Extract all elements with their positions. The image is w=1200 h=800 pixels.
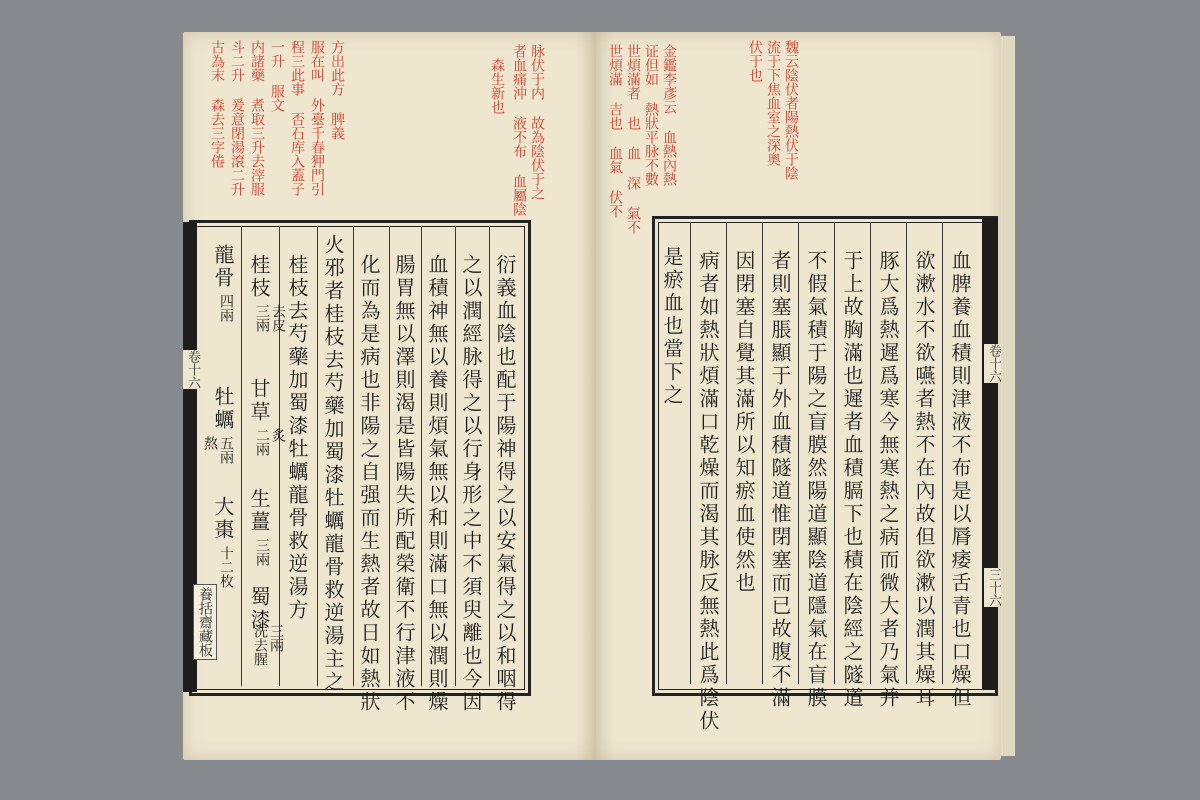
right-page <box>596 32 1001 760</box>
herb-name: 生薑 <box>247 488 271 534</box>
herb-name: 大棗 <box>211 496 235 542</box>
fold-label: 卷十六 <box>986 344 1001 383</box>
text-column: 欲漱水不欲嚥者熱不在內故但欲漱以潤其燥耳 <box>912 250 936 710</box>
text-column: 血脾養血積則津液不布是以脣痿舌青也口燥但 <box>948 250 972 710</box>
text-column: 不假氣積于陽之盲膜然陽道顯陰道隱氣在盲膜 <box>804 250 828 710</box>
page-number: 三十六 <box>986 568 1001 607</box>
herb-note: 炙 <box>270 428 286 442</box>
text-column: 是瘀血也當下之 <box>660 246 684 407</box>
herb-amount: 五兩 <box>218 436 234 464</box>
red-annotation: 内諸藥 煮取三升去滓服 <box>249 40 265 196</box>
red-annotation: 脉伏于内 故為陰伏于之 <box>529 44 545 200</box>
red-annotation: 古為末 森去三字倦 <box>209 40 225 168</box>
text-column: 豚大爲熱遲爲寒今無寒熱之病而微大者乃氣并 <box>876 250 900 710</box>
herb-amount: 十二枚 <box>218 546 234 588</box>
red-annotation: 伏于也 <box>747 40 763 82</box>
red-annotation: 方出此方 脾義 <box>329 40 345 140</box>
text-column: 桂枝去芍藥加蜀漆牡蠣龍骨救逆湯方 <box>285 254 309 622</box>
text-column: 之以潤經脉得之以行身形之中不須臾離也今因 <box>459 254 483 714</box>
herb-name: 龍骨 <box>211 244 235 290</box>
red-annotation: 服在叫 外臺千春狎門引 <box>309 40 325 196</box>
red-annotation: 一升 服文 <box>269 40 285 112</box>
herb-name: 甘草 <box>247 378 271 424</box>
text-column: 化而為是病也非陽之自强而生熱者故日如熱狀 <box>357 254 381 714</box>
red-annotation: 斗二升 爰意閉湯滾二升 <box>229 40 245 196</box>
herb-amount: 二兩 <box>254 428 270 456</box>
herb-name: 牡蠣 <box>211 386 235 432</box>
text-column: 病者如熱狀煩滿口乾燥而渴其脉反無熱此爲陰伏 <box>696 250 720 733</box>
page-edges <box>1001 36 1015 756</box>
text-column: 火邪者桂枝去芍藥加蜀漆牡蠣龍骨救逆湯主之 <box>321 234 345 694</box>
text-column: 于上故胸滿也遲者血積膈下也積在陰經之隧道 <box>840 250 864 710</box>
open-book <box>183 32 1015 760</box>
red-annotation: 者血痛沖 液不布 血屬陰 <box>511 44 527 216</box>
red-annotation: 金鑑李彥云 血熱內熱 <box>661 44 677 186</box>
text-column: 因閉塞自覺其滿所以知瘀血使然也 <box>732 250 756 595</box>
herb-amount: 三兩 <box>254 304 270 332</box>
text-column: 血積神無以養則煩氣無以和則滿口無以潤則燥 <box>425 254 449 714</box>
herb-name: 桂枝 <box>247 254 271 300</box>
red-annotation: 世煩滿者 也 血 深 氣不 <box>625 44 641 234</box>
fold-column <box>982 218 998 690</box>
red-annotation: 魏云陰伏者陽熱伏于陰 <box>783 40 799 180</box>
left-page <box>183 32 596 760</box>
herb-name: 蜀漆 <box>247 586 271 632</box>
herb-amount: 三兩 <box>254 538 270 566</box>
red-annotation: 流于下焦血室之深奧 <box>765 40 781 166</box>
publisher-stamp: 養括齋藏板 <box>193 584 217 660</box>
red-annotation: 森生新也 <box>489 58 505 114</box>
text-column: 腸胃無以澤則渴是皆陽失所配榮衛不行津液不 <box>392 254 416 714</box>
herb-note: 洗去腥 <box>252 624 268 666</box>
fold-label: 卷十六 <box>185 350 200 389</box>
herb-amount: 三兩 <box>268 624 284 652</box>
text-column: 衍義血陰也配于陽神得之以安氣得之以和咽得 <box>493 254 517 714</box>
herb-note: 熬 <box>202 436 218 450</box>
red-annotation: 程三此事 否石库入蓋子 <box>289 40 305 196</box>
herb-note: 去皮 <box>270 304 286 332</box>
red-annotation: 证但如 熱狀平脉不數 <box>643 44 659 186</box>
red-annotation: 世煩滿 吉也 血氣 伏不 <box>607 44 623 218</box>
herb-amount: 四兩 <box>218 294 234 322</box>
text-column: 者則塞脹顯于外血積隧道惟閉塞而已故腹不滿 <box>768 250 792 710</box>
